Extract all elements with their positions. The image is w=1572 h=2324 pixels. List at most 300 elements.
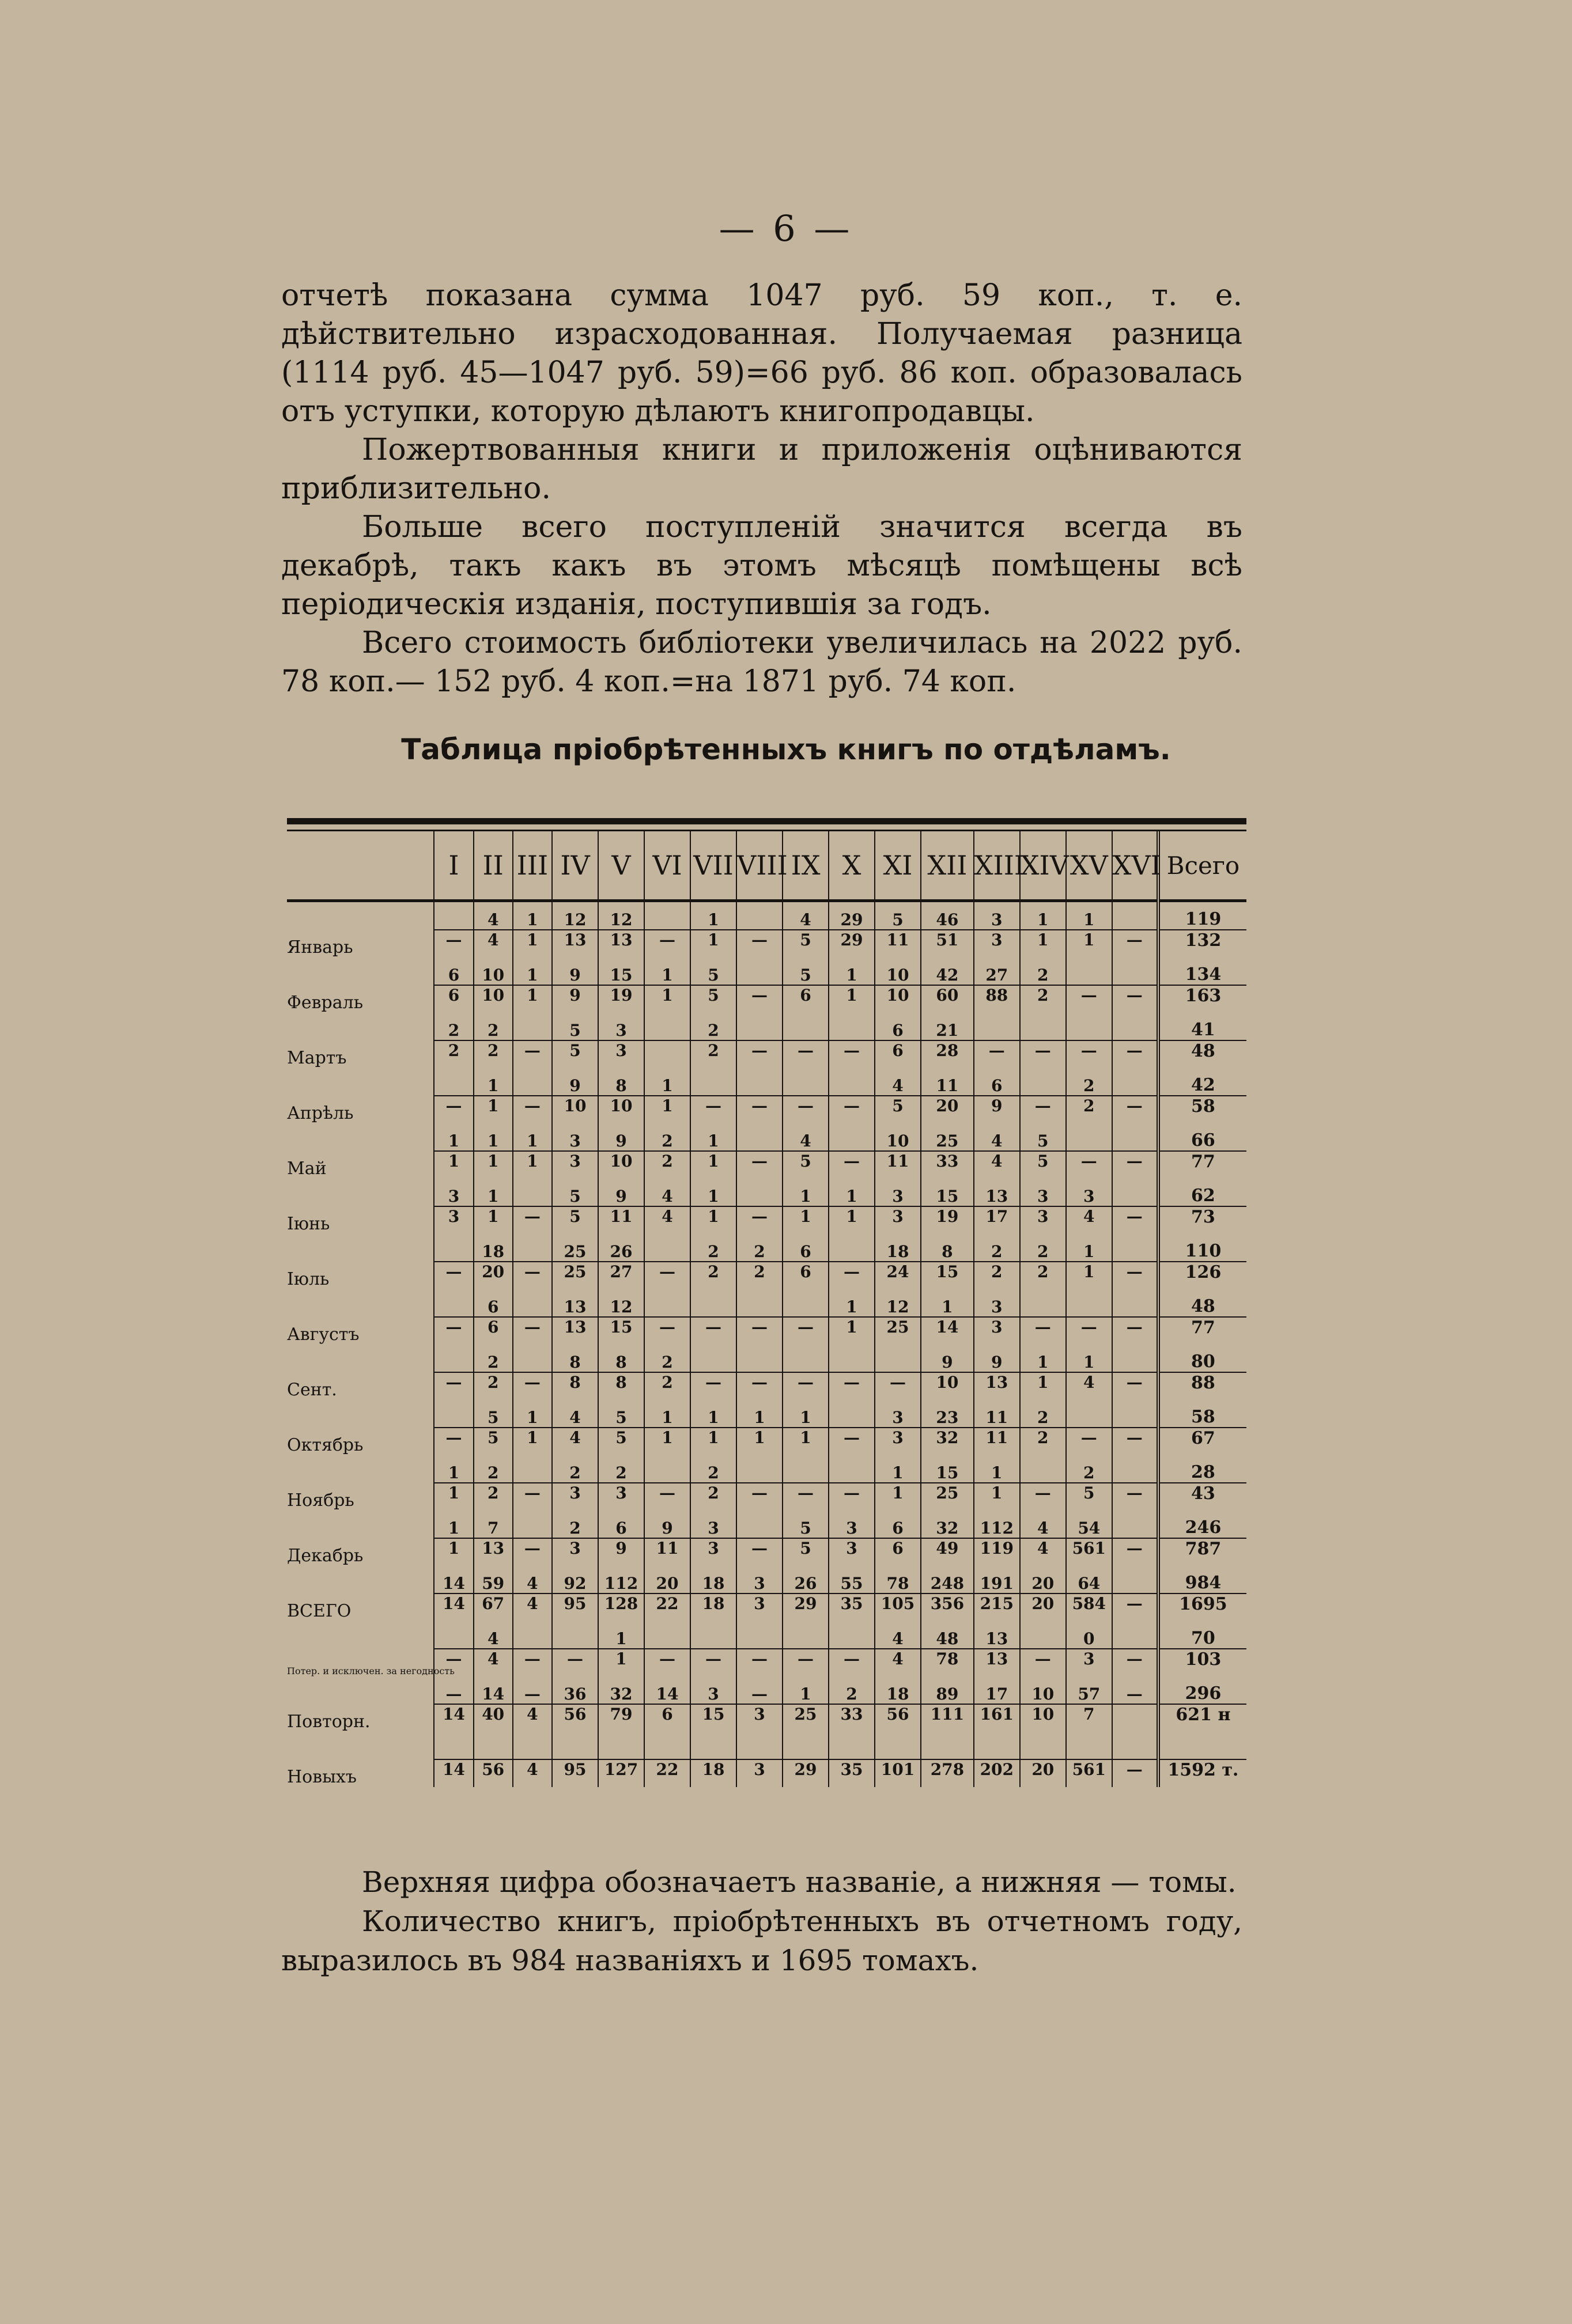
cell-titles: 5	[783, 1511, 829, 1538]
cell-volumes: 20	[1020, 1759, 1066, 1787]
cell-titles	[513, 1732, 552, 1759]
cell-titles	[829, 1345, 875, 1372]
cell-volumes: 1	[434, 1483, 473, 1511]
cell-titles: 3	[1020, 1179, 1066, 1206]
cell-volumes: 5	[690, 985, 736, 1013]
cell-titles	[434, 1732, 473, 1759]
cell-titles	[434, 1400, 473, 1428]
cell-titles: 3	[690, 1511, 736, 1538]
cell-volumes: 10	[474, 985, 513, 1013]
cell-titles: 8	[921, 1234, 974, 1262]
cell-volumes: —	[644, 1262, 690, 1289]
cell-titles: 1	[736, 1400, 783, 1428]
cell-titles: 4	[513, 1566, 552, 1594]
cell-volumes: —	[513, 1538, 552, 1566]
cell-titles: 70	[1158, 1621, 1246, 1649]
cell-titles: 2	[434, 1013, 473, 1040]
cell-titles	[783, 1289, 829, 1317]
cell-titles	[690, 1289, 736, 1317]
cell-titles: 110	[1158, 1234, 1246, 1262]
cell-volumes: 1	[474, 1206, 513, 1234]
cell-volumes: 1695	[1158, 1594, 1246, 1621]
cell-titles	[1112, 1123, 1158, 1151]
cell-volumes: —	[690, 1372, 736, 1400]
cell-titles: 54	[1066, 1511, 1112, 1538]
cell-volumes: 6	[783, 1262, 829, 1289]
table-row	[287, 1068, 1246, 1096]
cell-volumes: 5	[1020, 1151, 1066, 1179]
cell-titles: 1	[783, 1676, 829, 1704]
cell-titles: 6	[974, 1068, 1020, 1096]
cell-titles: 2	[598, 1455, 644, 1483]
cell-volumes: —	[1066, 1151, 1112, 1179]
cell-titles: 5	[474, 1400, 513, 1428]
cell-titles	[644, 901, 690, 930]
cell-titles	[1020, 1621, 1066, 1649]
table-title: Таблица пріобрѣтенныхъ книгъ по отдѣламъ.	[401, 733, 1171, 766]
cell-volumes: 103	[1158, 1649, 1246, 1676]
cell-titles: 42	[1158, 1068, 1246, 1096]
cell-titles: 11	[921, 1068, 974, 1096]
cell-volumes: 2	[1066, 1096, 1112, 1123]
cell-titles: 5	[1020, 1123, 1066, 1151]
cell-volumes: —	[513, 1317, 552, 1345]
cell-titles: 3	[1066, 1179, 1112, 1206]
cell-volumes: 126	[1158, 1262, 1246, 1289]
cell-volumes: 5	[875, 1096, 921, 1123]
cell-volumes: —	[829, 1428, 875, 1455]
cell-titles: 32	[598, 1676, 644, 1704]
cell-volumes: 17	[974, 1206, 1020, 1234]
cell-titles: 59	[474, 1566, 513, 1594]
cell-volumes: 105	[875, 1594, 921, 1621]
cell-titles	[974, 1013, 1020, 1040]
cell-volumes: 5	[552, 1206, 598, 1234]
cell-volumes: 2	[736, 1262, 783, 1289]
row-label: Іюль	[287, 1269, 330, 1289]
cell-volumes: —	[513, 1649, 552, 1676]
cell-titles	[644, 1013, 690, 1040]
cell-volumes: —	[1066, 985, 1112, 1013]
cell-titles: 36	[552, 1676, 598, 1704]
cell-titles	[1066, 957, 1112, 985]
cell-volumes: 18	[690, 1594, 736, 1621]
cell-volumes: 60	[921, 985, 974, 1013]
cell-titles	[1112, 1345, 1158, 1372]
cell-titles: 1	[829, 1179, 875, 1206]
cell-volumes: 1592 т.	[1158, 1759, 1246, 1787]
cell-volumes: 9	[598, 1538, 644, 1566]
cell-titles	[1112, 1068, 1158, 1096]
cell-titles: 48	[921, 1621, 974, 1649]
cell-volumes: 3	[690, 1538, 736, 1566]
cell-titles	[1158, 1732, 1246, 1759]
cell-titles	[1066, 1400, 1112, 1428]
cell-volumes: —	[513, 1483, 552, 1511]
row-label: Февраль	[287, 993, 364, 1013]
cell-volumes: 15	[598, 1317, 644, 1345]
cell-titles: 6	[474, 1289, 513, 1317]
cell-titles: 26	[598, 1234, 644, 1262]
cell-volumes: —	[736, 1649, 783, 1676]
cell-volumes: 3	[598, 1483, 644, 1511]
cell-titles: —	[736, 1676, 783, 1704]
cell-volumes: 3	[1066, 1649, 1112, 1676]
cell-titles: 2	[690, 1455, 736, 1483]
cell-volumes: 22	[644, 1594, 690, 1621]
cell-volumes: —	[1112, 985, 1158, 1013]
cell-titles	[644, 1621, 690, 1649]
cell-titles: 21	[921, 1013, 974, 1040]
cell-volumes: 13	[552, 1317, 598, 1345]
cell-volumes: 119	[974, 1538, 1020, 1566]
cell-titles: 1	[1020, 1345, 1066, 1372]
cell-titles	[829, 1234, 875, 1262]
cell-volumes: —	[1112, 1262, 1158, 1289]
row-label: Новыхъ	[287, 1767, 357, 1787]
cell-titles: 1	[434, 1455, 473, 1483]
cell-titles	[434, 1289, 473, 1317]
cell-volumes: 6	[474, 1317, 513, 1345]
cell-titles: 2	[644, 1123, 690, 1151]
cell-volumes: —	[434, 1649, 473, 1676]
cell-volumes: 25	[875, 1317, 921, 1345]
cell-volumes: 1	[1066, 930, 1112, 957]
cell-volumes: 67	[1158, 1428, 1246, 1455]
cell-volumes: —	[829, 1151, 875, 1179]
cell-volumes: 2	[1020, 985, 1066, 1013]
cell-volumes: —	[690, 1096, 736, 1123]
cell-volumes: —	[1112, 1040, 1158, 1068]
cell-volumes: —	[829, 1483, 875, 1511]
cell-volumes: 4	[474, 1649, 513, 1676]
cell-titles	[513, 1455, 552, 1483]
cell-volumes: 1	[513, 985, 552, 1013]
cell-titles: 1	[1066, 1345, 1112, 1372]
cell-volumes: 56	[474, 1759, 513, 1787]
cell-volumes: 1	[513, 1151, 552, 1179]
cell-volumes: 10	[875, 985, 921, 1013]
cell-volumes: 4	[875, 1649, 921, 1676]
cell-titles: 62	[1158, 1179, 1246, 1206]
cell-volumes: 6	[875, 1538, 921, 1566]
cell-volumes: 32	[921, 1428, 974, 1455]
cell-titles: 10	[1020, 1676, 1066, 1704]
cell-volumes: 1	[598, 1649, 644, 1676]
column-header: VIII	[736, 831, 783, 901]
column-header: X	[829, 831, 875, 901]
cell-volumes: —	[736, 1483, 783, 1511]
cell-volumes: 8	[598, 1372, 644, 1400]
cell-volumes: 3	[875, 1428, 921, 1455]
cell-volumes: 10	[598, 1096, 644, 1123]
cell-titles: 10	[474, 957, 513, 985]
cell-volumes: —	[1112, 1483, 1158, 1511]
cell-volumes: 3	[434, 1206, 473, 1234]
cell-volumes: 48	[1158, 1040, 1246, 1068]
cell-titles	[736, 1013, 783, 1040]
cell-volumes: —	[1112, 1594, 1158, 1621]
cell-titles: 191	[974, 1566, 1020, 1594]
cell-titles: 2	[474, 1455, 513, 1483]
cell-volumes: 561	[1066, 1538, 1112, 1566]
cell-volumes: —	[1066, 1317, 1112, 1345]
cell-titles: —	[1112, 1676, 1158, 1704]
cell-volumes: —	[829, 1096, 875, 1123]
cell-volumes: 1	[783, 1428, 829, 1455]
cell-titles	[736, 957, 783, 985]
cell-titles	[736, 1179, 783, 1206]
cell-volumes: 43	[1158, 1483, 1246, 1511]
column-header: XII	[921, 831, 974, 901]
table-row	[287, 1566, 1246, 1594]
cell-titles: 92	[552, 1566, 598, 1594]
cell-titles	[829, 1068, 875, 1096]
cell-volumes: 5	[1066, 1483, 1112, 1511]
cell-titles	[1066, 1732, 1112, 1759]
cell-volumes: 10	[552, 1096, 598, 1123]
cell-titles: 1	[1020, 901, 1066, 930]
header-corner	[287, 831, 434, 901]
cell-volumes: 7	[1066, 1704, 1112, 1732]
cell-titles: 4	[783, 901, 829, 930]
cell-titles: 6	[875, 1013, 921, 1040]
cell-titles: 5	[783, 957, 829, 985]
cell-volumes: 2	[690, 1483, 736, 1511]
cell-volumes: 3	[598, 1040, 644, 1068]
row-label: Май	[287, 1159, 327, 1179]
cell-titles: 296	[1158, 1676, 1246, 1704]
cell-volumes: 25	[552, 1262, 598, 1289]
cell-titles	[829, 1400, 875, 1428]
cell-titles: 1	[434, 1511, 473, 1538]
table-row	[287, 1179, 1246, 1206]
cell-titles: 6	[434, 957, 473, 985]
cell-volumes: —	[974, 1040, 1020, 1068]
cell-volumes: 24	[875, 1262, 921, 1289]
cell-volumes: 3	[736, 1594, 783, 1621]
cell-titles: 2	[474, 1013, 513, 1040]
cell-volumes: 4	[513, 1759, 552, 1787]
cell-titles	[736, 1732, 783, 1759]
cell-titles	[690, 1068, 736, 1096]
cell-titles: 984	[1158, 1566, 1246, 1594]
cell-volumes: —	[1020, 1040, 1066, 1068]
cell-titles: 14	[644, 1676, 690, 1704]
cell-titles: 66	[1158, 1123, 1246, 1151]
cell-volumes: —	[1066, 1040, 1112, 1068]
cell-volumes: 5	[783, 1538, 829, 1566]
row-label: Апрѣль	[287, 1103, 354, 1123]
cell-titles: 2	[1020, 1234, 1066, 1262]
cell-titles: 3	[875, 1179, 921, 1206]
table-row	[287, 1732, 1246, 1759]
cell-titles: 2	[690, 1234, 736, 1262]
cell-volumes: 1	[829, 1317, 875, 1345]
cell-volumes: 202	[974, 1759, 1020, 1787]
cell-titles: 89	[921, 1676, 974, 1704]
cell-titles: 78	[875, 1566, 921, 1594]
cell-volumes: 35	[829, 1759, 875, 1787]
cell-titles: 55	[829, 1566, 875, 1594]
cell-volumes: —	[783, 1483, 829, 1511]
cell-titles	[513, 1511, 552, 1538]
cell-titles	[1112, 1289, 1158, 1317]
cell-titles	[921, 1732, 974, 1759]
cell-volumes: —	[513, 1206, 552, 1234]
cell-titles: 5	[552, 1013, 598, 1040]
cell-volumes: 161	[974, 1704, 1020, 1732]
cell-titles	[829, 1621, 875, 1649]
column-header: XV	[1066, 831, 1112, 901]
cell-volumes: 4	[474, 930, 513, 957]
cell-titles: 14	[434, 1566, 473, 1594]
cell-volumes: 95	[552, 1594, 598, 1621]
cell-titles	[875, 1345, 921, 1372]
cell-titles	[552, 1732, 598, 1759]
cell-volumes: 49	[921, 1538, 974, 1566]
cell-titles: 3	[974, 1289, 1020, 1317]
cell-volumes: 561	[1066, 1759, 1112, 1787]
cell-titles: 3	[974, 901, 1020, 930]
cell-titles: 12	[598, 1289, 644, 1317]
cell-volumes: 5	[783, 1151, 829, 1179]
cell-titles: 4	[1020, 1511, 1066, 1538]
cell-titles: 1	[513, 1400, 552, 1428]
cell-titles: 1	[1066, 1234, 1112, 1262]
cell-titles: 25	[552, 1234, 598, 1262]
cell-titles: 42	[921, 957, 974, 985]
cell-volumes: 1	[1020, 1372, 1066, 1400]
cell-titles: 1	[829, 957, 875, 985]
cell-titles	[1112, 1179, 1158, 1206]
cell-titles	[736, 1621, 783, 1649]
cell-volumes: —	[783, 1317, 829, 1345]
page-number: — 6 —	[719, 207, 853, 249]
cell-volumes: 19	[921, 1206, 974, 1234]
cell-titles: 29	[829, 901, 875, 930]
cell-titles: 9	[552, 957, 598, 985]
cell-titles	[513, 1234, 552, 1262]
cell-volumes: —	[736, 1040, 783, 1068]
cell-volumes: 2	[474, 1372, 513, 1400]
cell-titles	[1112, 957, 1158, 985]
cell-volumes: 3	[974, 930, 1020, 957]
cell-volumes: 163	[1158, 985, 1246, 1013]
cell-volumes: 11	[644, 1538, 690, 1566]
cell-volumes: 73	[1158, 1206, 1246, 1234]
cell-titles: 2	[736, 1234, 783, 1262]
cell-titles	[1112, 1013, 1158, 1040]
cell-volumes: —	[644, 930, 690, 957]
column-header: XI	[875, 831, 921, 901]
column-header: I	[434, 831, 473, 901]
cell-titles: 13	[552, 1289, 598, 1317]
cell-volumes: —	[783, 1649, 829, 1676]
cell-volumes: 128	[598, 1594, 644, 1621]
table-row	[287, 1676, 1246, 1704]
cell-volumes: 25	[921, 1483, 974, 1511]
cell-volumes: 95	[552, 1759, 598, 1787]
row-label: Іюнь	[287, 1214, 330, 1234]
cell-volumes: 13	[974, 1649, 1020, 1676]
cell-volumes: 20	[1020, 1594, 1066, 1621]
cell-titles: 3	[829, 1511, 875, 1538]
cell-titles	[736, 901, 783, 930]
cell-volumes: 1	[644, 1096, 690, 1123]
cell-volumes: 1	[513, 1428, 552, 1455]
cell-volumes: 1	[474, 1096, 513, 1123]
cell-titles: 1	[690, 1123, 736, 1151]
cell-titles: 246	[1158, 1511, 1246, 1538]
cell-titles: 15	[598, 957, 644, 985]
cell-titles: 4	[644, 1179, 690, 1206]
cell-titles	[1020, 1289, 1066, 1317]
cell-volumes: —	[1020, 1317, 1066, 1345]
cell-titles: 17	[974, 1676, 1020, 1704]
cell-volumes: —	[736, 1096, 783, 1123]
cell-volumes: 2	[434, 1040, 473, 1068]
cell-titles	[644, 1455, 690, 1483]
cell-volumes: —	[644, 1317, 690, 1345]
cell-volumes: —	[1020, 1096, 1066, 1123]
cell-volumes: 1	[736, 1428, 783, 1455]
stats-table	[287, 831, 1246, 1787]
cell-titles: 3	[598, 1013, 644, 1040]
table-row	[287, 1455, 1246, 1483]
cell-volumes: 58	[1158, 1096, 1246, 1123]
cell-volumes: —	[736, 1538, 783, 1566]
cell-volumes: 215	[974, 1594, 1020, 1621]
cell-titles: 2	[644, 1345, 690, 1372]
cell-titles	[513, 1179, 552, 1206]
cell-volumes: 33	[921, 1151, 974, 1179]
cell-volumes: 27	[598, 1262, 644, 1289]
cell-titles	[1112, 1455, 1158, 1483]
cell-titles	[1112, 1234, 1158, 1262]
cell-titles	[783, 1013, 829, 1040]
cell-volumes: 13	[474, 1538, 513, 1566]
cell-volumes: 1	[829, 985, 875, 1013]
cell-volumes: 2	[644, 1151, 690, 1179]
cell-volumes: 11	[875, 930, 921, 957]
cell-titles: 12	[598, 901, 644, 930]
cell-titles	[736, 1455, 783, 1483]
cell-titles: 9	[598, 1179, 644, 1206]
cell-volumes: —	[434, 1262, 473, 1289]
cell-volumes: —	[1112, 1206, 1158, 1234]
cell-volumes: 2	[474, 1040, 513, 1068]
cell-volumes: —	[1112, 1317, 1158, 1345]
cell-titles	[434, 901, 473, 930]
cell-volumes: —	[783, 1040, 829, 1068]
cell-titles	[1112, 1621, 1158, 1649]
cell-titles	[1112, 1511, 1158, 1538]
cell-volumes: 6	[434, 985, 473, 1013]
cell-titles	[1020, 1732, 1066, 1759]
cell-volumes: 787	[1158, 1538, 1246, 1566]
cell-titles: 3	[434, 1179, 473, 1206]
cell-volumes: 584	[1066, 1594, 1112, 1621]
cell-volumes: 6	[644, 1704, 690, 1732]
cell-volumes: 20	[474, 1262, 513, 1289]
cell-volumes: —	[434, 1096, 473, 1123]
cell-volumes: 19	[598, 985, 644, 1013]
cell-volumes: 56	[875, 1704, 921, 1732]
cell-volumes: 33	[829, 1704, 875, 1732]
column-header: II	[474, 831, 513, 901]
cell-titles: 3	[552, 1123, 598, 1151]
